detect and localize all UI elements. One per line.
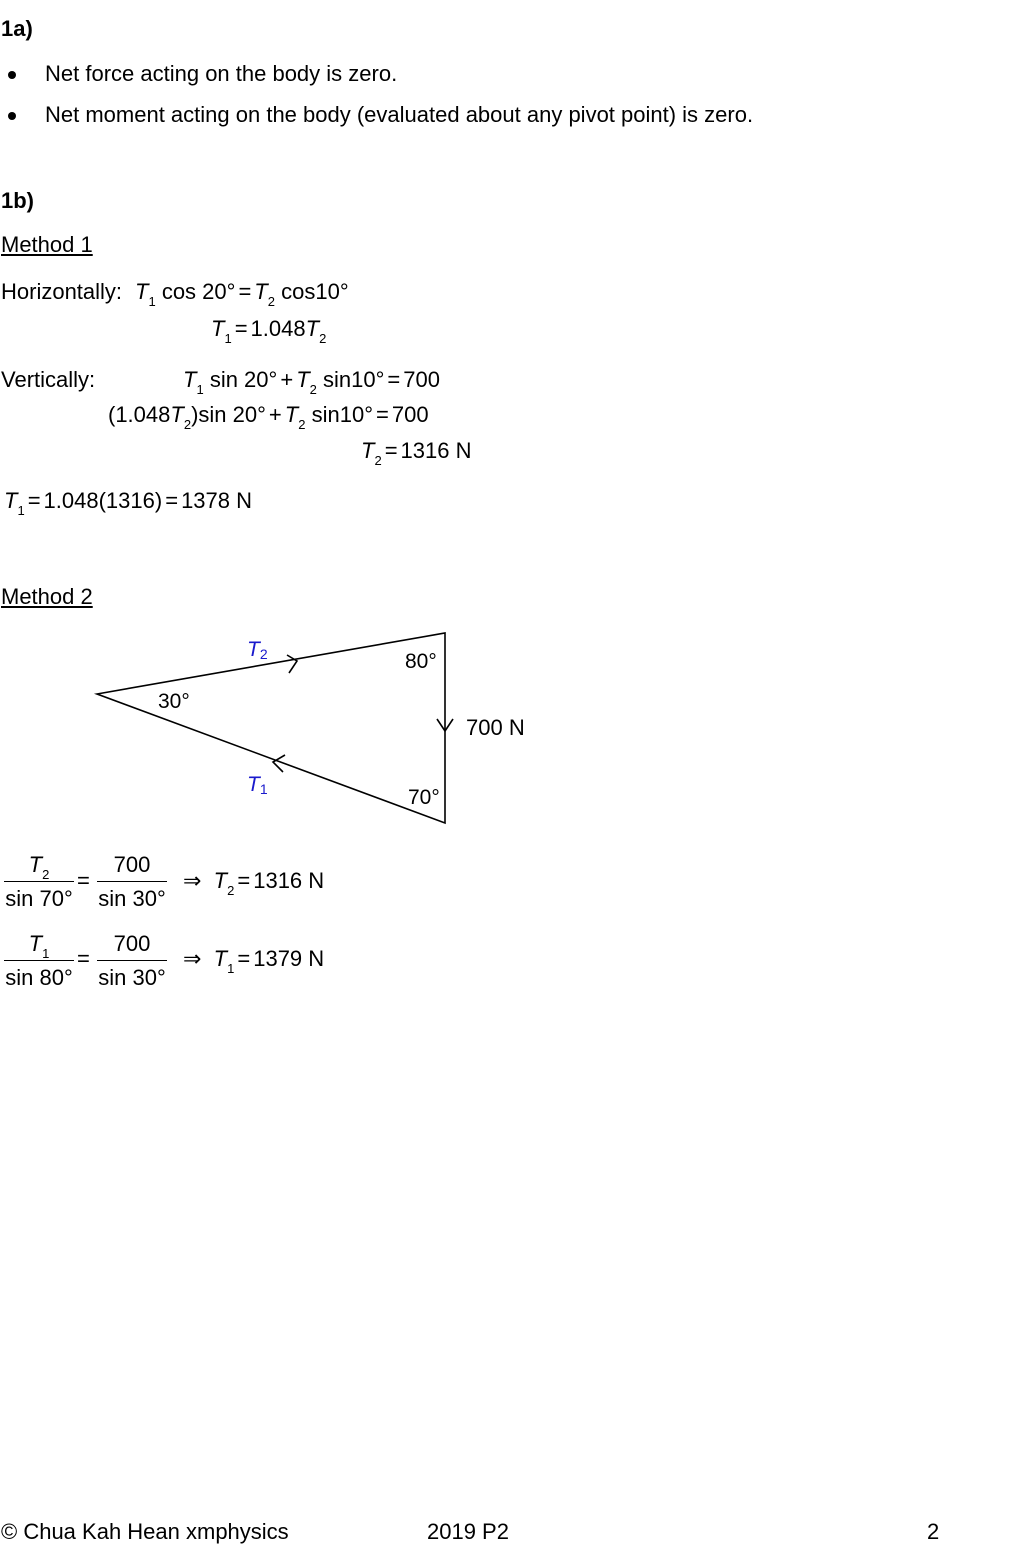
method1-title: Method 1 xyxy=(1,232,93,257)
angle-70: 70° xyxy=(408,786,440,809)
ratio-equation: $T_1 = 1.048T_2$ xyxy=(211,316,327,346)
fraction-t2-sin70: $T_2$ sin 70° xyxy=(5,852,73,911)
angle-80: 80° xyxy=(405,650,437,673)
label-t2: T2 xyxy=(247,638,268,662)
vertical-equation-2: $(1.048T_2)\sin$ $20^\circ + T_2$ sin10° = 700 xyxy=(108,402,429,432)
horizontally-label: Horizontally: xyxy=(1,279,123,304)
fraction-t1-sin80: $T_1$ sin 80° xyxy=(5,931,73,990)
t1-result: $T_1 = 1.048(1316) = 1378$ N xyxy=(4,488,253,518)
bullet-net-force: Net force acting on the body is zero. xyxy=(45,61,398,86)
equals-sign: = xyxy=(77,946,90,971)
vertically-label: Vertically: xyxy=(1,367,96,392)
fraction-700-sin30: 700 sin 30° xyxy=(98,852,166,911)
bullet-net-moment: Net moment acting on the body (evaluated about any pivot point) is zero. xyxy=(45,102,754,127)
arrowhead-t2 xyxy=(287,655,297,673)
method2-title: Method 2 xyxy=(1,584,93,609)
vertical-equation-1: $T_1$ $\sin 20^\circ + T_2$ sin10° = 700 xyxy=(183,367,440,397)
sine-rule-result-t2: ⇒ $T_2 = 1316$ N xyxy=(183,868,325,898)
footer-copyright: © Chua Kah Hean xmphysics xyxy=(1,1519,289,1544)
horizontal-equation: $T_1$ $\cos 20^\circ = T_2$ cos10° xyxy=(135,279,349,309)
equals-sign: = xyxy=(77,868,90,893)
t2-result: $T_2 = 1316$ N xyxy=(361,438,472,468)
part-a-heading: 1a) xyxy=(1,16,33,41)
part-b-heading: 1b) xyxy=(1,188,34,213)
force-700n-label: 700 N xyxy=(466,715,525,740)
footer-page-number: 2 xyxy=(927,1519,940,1544)
label-t1: T1 xyxy=(247,773,268,797)
angle-30: 30° xyxy=(158,690,190,713)
triangle-outline xyxy=(97,633,445,823)
footer-paper: 2019 P2 xyxy=(427,1519,509,1544)
sine-rule-result-t1: ⇒ $T_1 = 1379$ N xyxy=(183,946,325,976)
fraction-700-sin30: 700 sin 30° xyxy=(98,931,166,990)
